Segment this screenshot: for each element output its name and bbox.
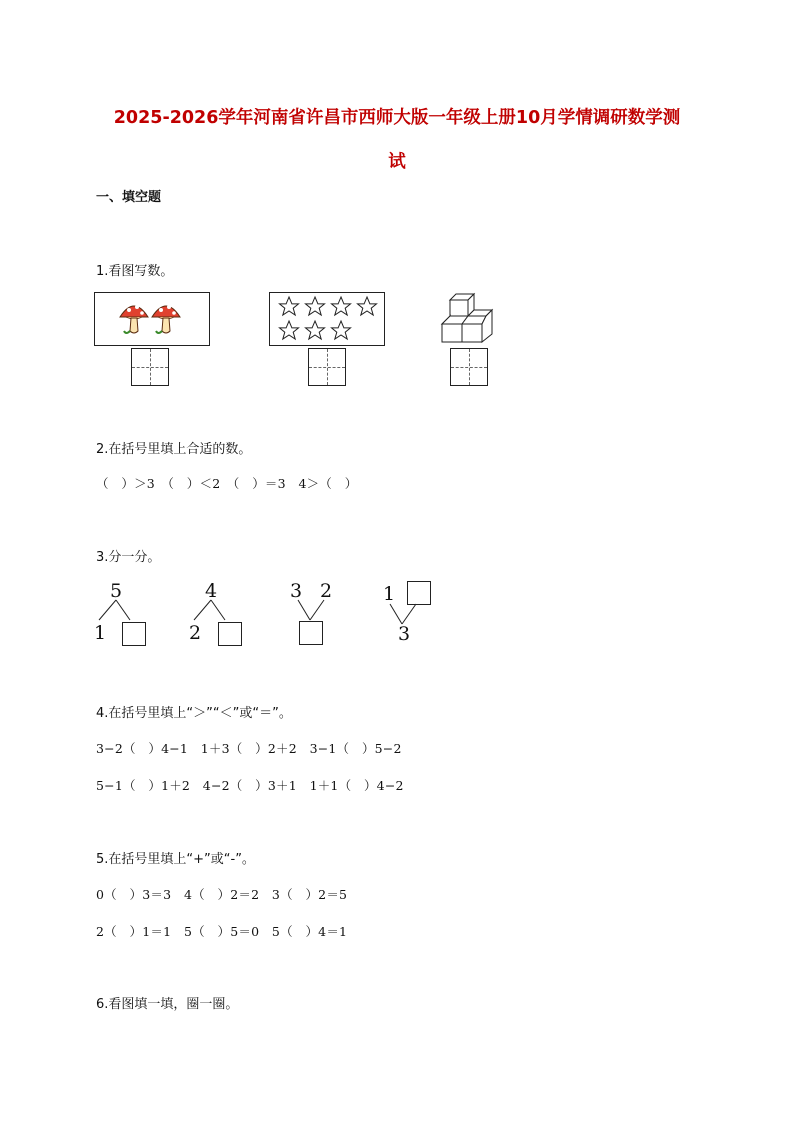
question-5-line-2: 2（ ）1＝1 5（ ）5＝0 5（ ）4＝1 (96, 924, 348, 939)
question-5-line-1: 0（ ）3＝3 4（ ）2＝2 3（ ）2＝5 (96, 887, 348, 902)
question-6-label: 6.看图填一填，圈一圈。 (96, 997, 239, 1012)
star-picture-frame (269, 292, 385, 346)
tree-3-top-left: 3 (290, 580, 303, 602)
tree-4-top-left: 1 (383, 583, 396, 605)
question-4-label: 4.在括号里填上“＞”“＜”或“＝”。 (96, 706, 292, 721)
mushroom-picture-frame (94, 292, 210, 346)
tree-4-answer-box[interactable] (407, 581, 431, 605)
section-heading: 一、填空题 (96, 190, 162, 205)
answer-box-3[interactable] (450, 348, 488, 386)
tree-2-answer-box[interactable] (218, 622, 242, 646)
question-3-label: 3.分一分。 (96, 550, 161, 565)
tree-1-answer-box[interactable] (122, 622, 146, 646)
question-2-items: （ ）＞3 （ ）＜2 （ ）＝3 4＞（ ） (96, 476, 358, 491)
mushroom-icon (95, 293, 209, 345)
question-4-line-2: 5−1（ ）1＋2 4−2（ ）3＋1 1＋1（ ）4−2 (96, 778, 404, 793)
tree-1-top: 5 (110, 580, 123, 602)
page-title-line1: 2025-2026学年河南省许昌市西师大版一年级上册10月学情调研数学测 (113, 108, 681, 128)
tree-1-left: 1 (94, 622, 107, 644)
question-1-label: 1.看图写数。 (96, 264, 174, 279)
page-title-line2: 试 (388, 152, 406, 172)
tree-2-top: 4 (205, 580, 218, 602)
answer-box-1[interactable] (131, 348, 169, 386)
question-4-line-1: 3−2（ ）4−1 1＋3（ ）2＋2 3−1（ ）5−2 (96, 741, 402, 756)
answer-box-2[interactable] (308, 348, 346, 386)
tree-2-left: 2 (189, 622, 202, 644)
tree-3-top-right: 2 (320, 580, 333, 602)
cube-icon (440, 290, 500, 346)
question-5-label: 5.在括号里填上“+”或“-”。 (96, 852, 255, 867)
tree-3-answer-box[interactable] (299, 621, 323, 645)
question-2-label: 2.在括号里填上合适的数。 (96, 442, 252, 457)
star-icon (270, 293, 384, 345)
tree-4-bottom: 3 (398, 623, 411, 645)
